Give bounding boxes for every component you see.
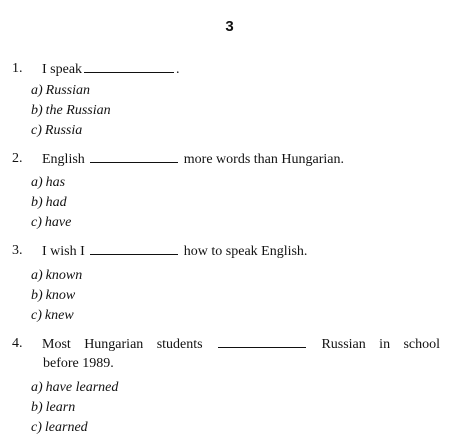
option-text: Russian (45, 83, 91, 98)
question-stem-after: more words than Hungarian. (183, 152, 344, 167)
option-text: has (45, 175, 66, 190)
option-letter: c) (31, 215, 42, 230)
question-number: 3. (12, 243, 23, 258)
option-c (31, 419, 88, 437)
question-stem-before: Most Hungarian students (42, 337, 203, 352)
question-stem-before: I speak (42, 62, 83, 77)
option-text: know (45, 288, 76, 303)
answer-blank (218, 335, 306, 348)
option-text: have (44, 215, 72, 230)
option-letter: a) (31, 268, 43, 283)
option-c (31, 307, 74, 325)
option-letter: a) (31, 380, 43, 395)
question-text (42, 60, 440, 79)
option-letter: b) (31, 103, 43, 118)
option-b (31, 194, 67, 212)
answer-blank (90, 150, 178, 163)
question-continuation: before 1989. (43, 356, 114, 371)
option-text: learn (45, 400, 76, 415)
option-a (31, 174, 65, 192)
option-text: the Russian (45, 103, 111, 118)
option-text: have learned (45, 380, 119, 395)
option-c (31, 214, 71, 232)
question-stem-after: Russian in school (321, 337, 441, 352)
option-letter: c) (31, 123, 42, 138)
option-letter: c) (31, 420, 42, 435)
option-text: learned (44, 420, 88, 435)
option-a (31, 379, 118, 397)
question-number: 1. (12, 61, 23, 76)
option-text: known (45, 268, 83, 283)
option-b (31, 102, 111, 120)
option-letter: b) (31, 400, 43, 415)
question-stem-before: I wish I (42, 244, 85, 259)
question-number: 4. (12, 336, 23, 351)
option-letter: b) (31, 288, 43, 303)
option-letter: a) (31, 175, 43, 190)
option-a (31, 267, 82, 285)
question-text (42, 335, 440, 354)
question-text (42, 242, 440, 261)
option-a (31, 82, 90, 100)
option-b (31, 399, 75, 417)
question-stem-before: English (42, 152, 85, 167)
option-letter: a) (31, 83, 43, 98)
option-letter: c) (31, 308, 42, 323)
question-number: 2. (12, 151, 23, 166)
answer-blank (90, 242, 178, 255)
question-stem-after: how to speak English. (183, 244, 308, 259)
question-stem-after: . (176, 62, 180, 77)
question-text (42, 150, 440, 169)
option-text: knew (44, 308, 74, 323)
option-c (31, 122, 82, 140)
answer-blank (84, 60, 174, 73)
option-letter: b) (31, 195, 43, 210)
option-text: Russia (44, 123, 83, 138)
option-text: had (45, 195, 67, 210)
option-b (31, 287, 75, 305)
page-number: 3 (225, 18, 234, 35)
